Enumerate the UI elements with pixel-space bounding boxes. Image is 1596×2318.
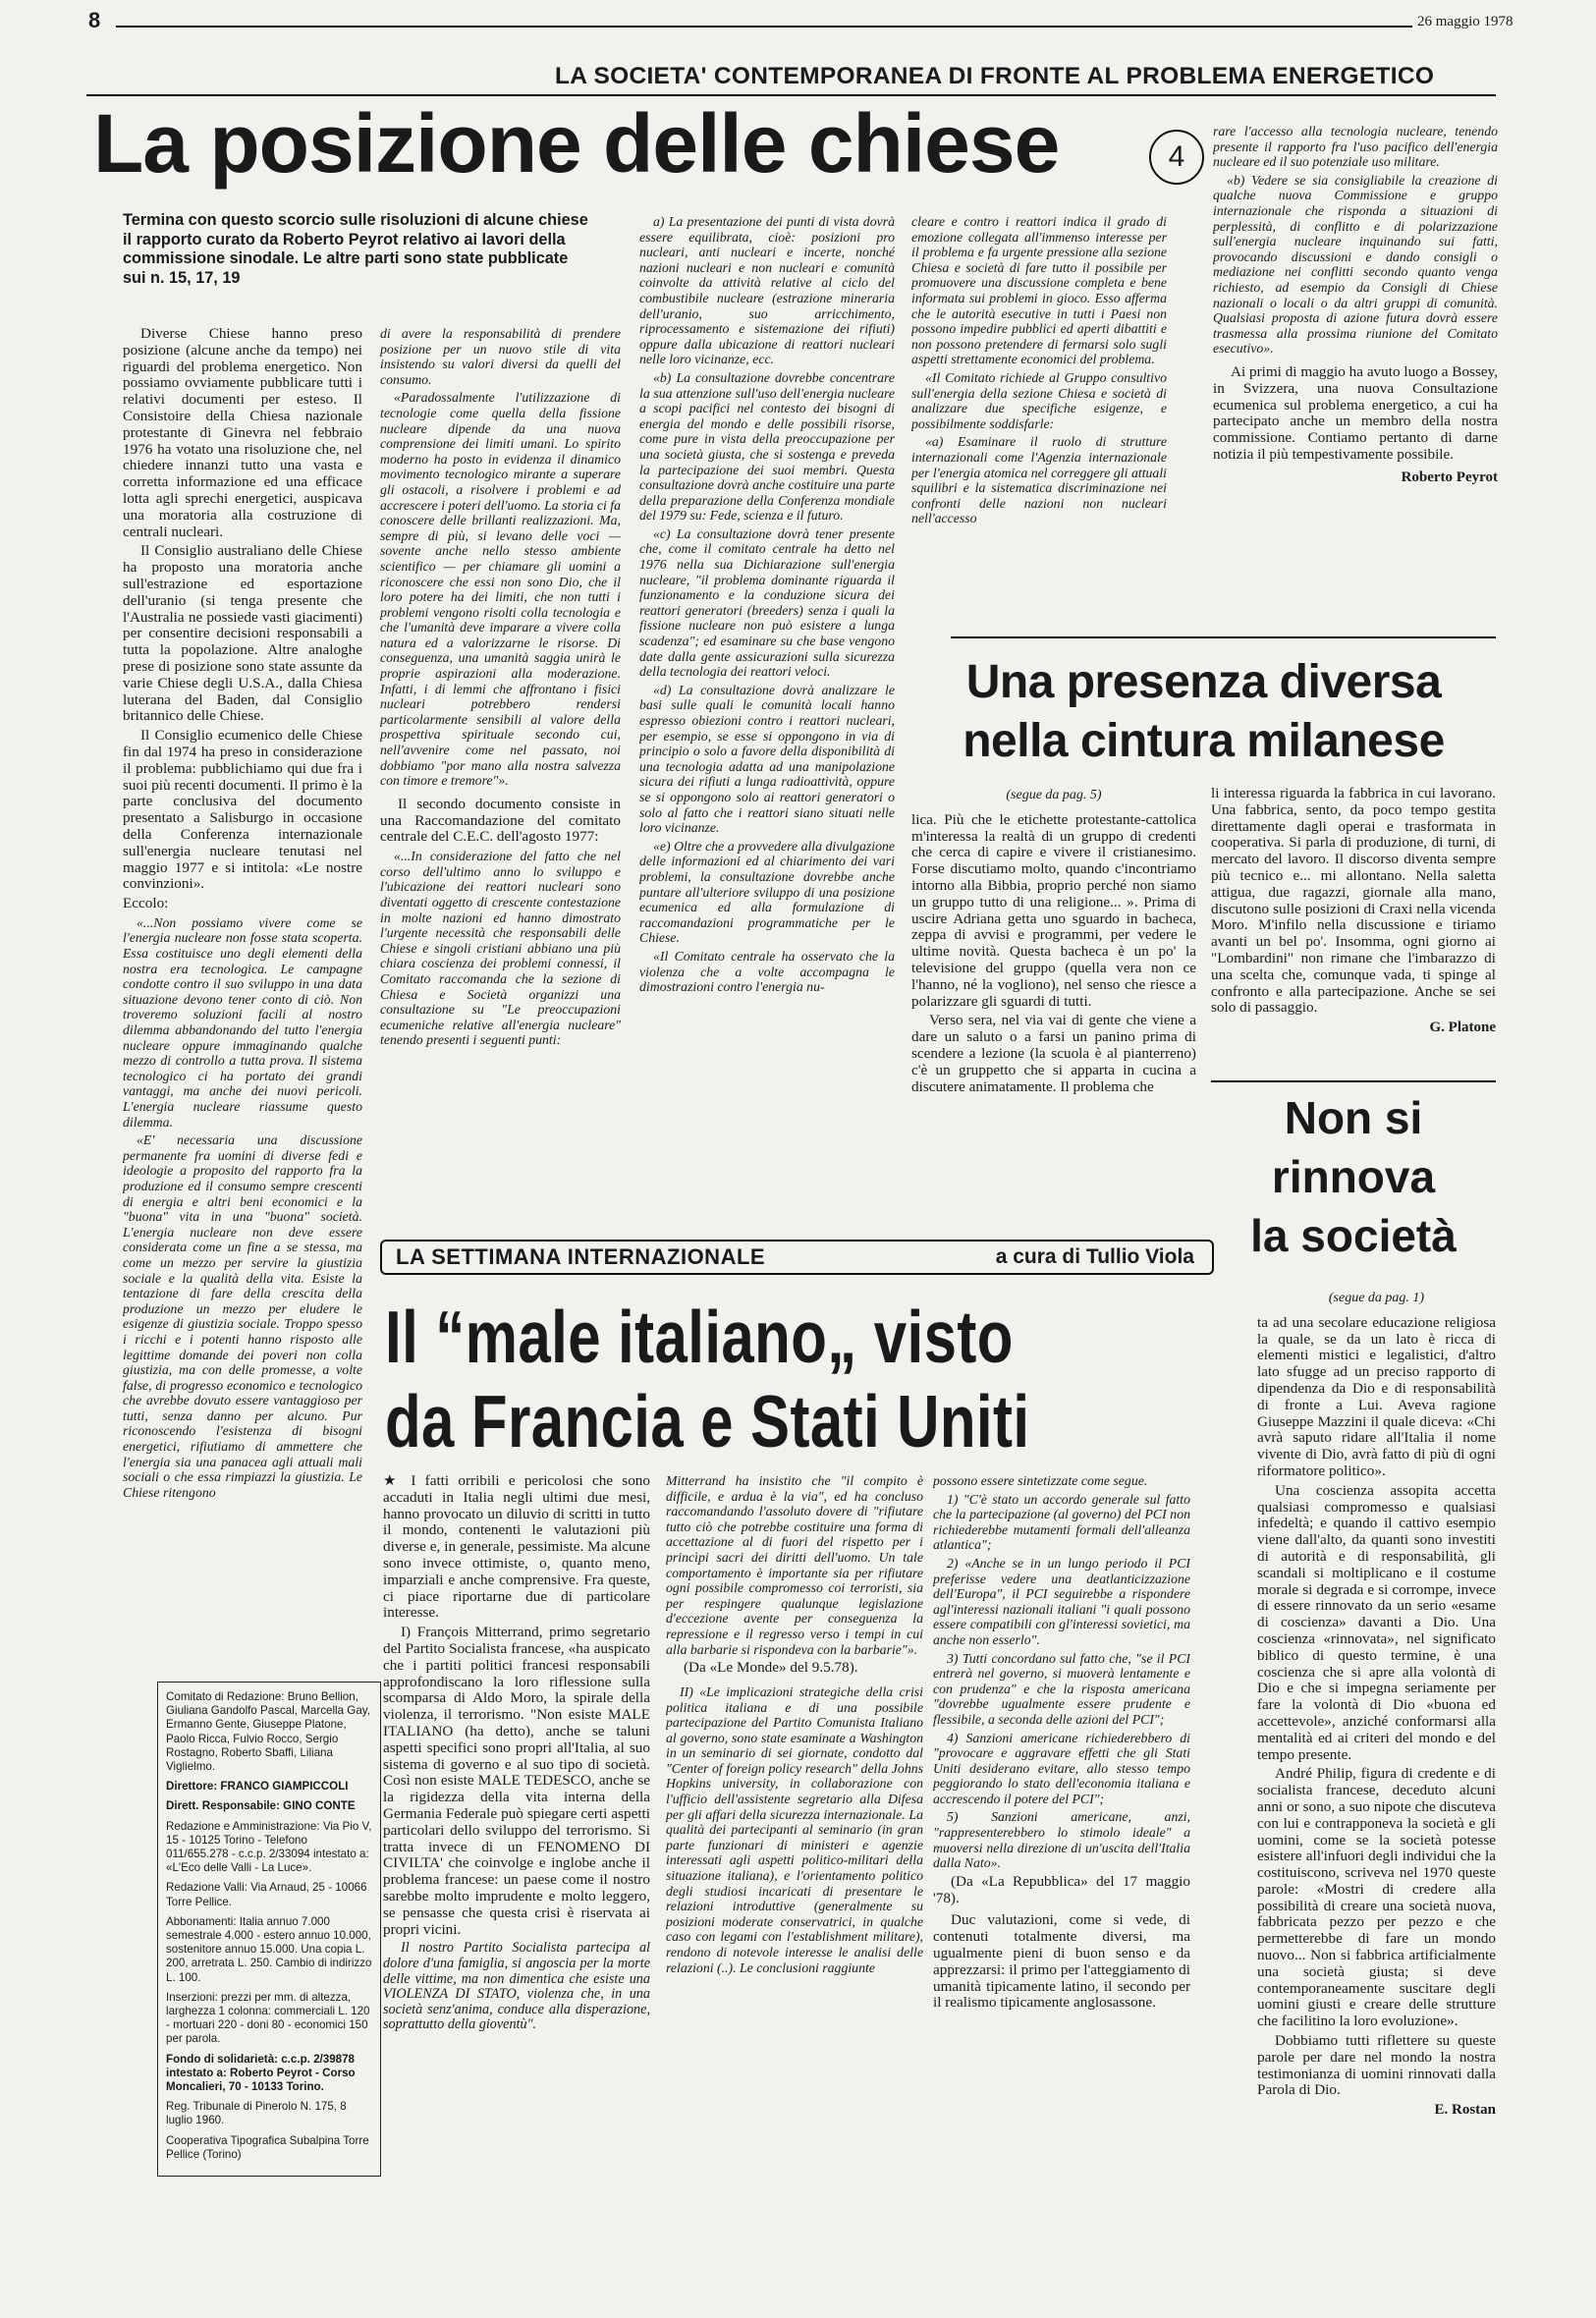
chiese-column-5 [1213,124,1498,615]
chiese-quote: «...In considerazione del fatto che nel corso dell'ultimo anno lo sviluppo e l'ubicazione dei reattori nucleari sono diventati oggetto di crescente contestazione in molte nazioni ed hanno dimostrato l'urgente necessità che responsabili delle Chiese e singoli cristiani abbiano una più chiara coscienza dei problemi connessi, il Comitato raccomanda che la sezione di Chiesa e Società organizzi una consultazione su "Le preoccupazioni ecumeniche relative all'energia nucleare" tenendo presenti i seguenti punti: [380,849,621,1048]
chiese-paragraph: Eccolo: [123,895,169,912]
presenza-column-2 [1211,786,1496,1110]
settimana-author: a cura di Tullio Viola [995,1245,1194,1268]
male-quote: 5) Sanzioni americane, anzi, "rappresenterebbero lo stimolo ideale" a muoversi nella direzione di un'uscita dell'Italia dalla Nato». [933,1809,1190,1871]
male-quote: 3) Tutti concordano sul fatto che, "se il PCI entrerà nel governo, si muoverà lentamente e con prudenza" e che la risposta americana "dovrebbe ugualmente essere prudente e flessibile, a seconda delle azioni del PCI"; [933,1650,1190,1727]
rinnova-title-line-2: rinnova [1271,1151,1436,1202]
colophon-valli: Redazione Valli: Via Arnaud, 25 - 10066 Torre Pellice. [166,1881,367,1908]
chiese-quote: «Paradossalmente l'utilizzazione di tecnologie come quella della fissione nucleare dipende da una nuova comprensione dei limiti umani. Lo spirito moderno ha posto in evidenza il dinamico movimento tecnologico mirante a superare gli ostacoli, a risolvere i problemi e ad accrescere i poteri dell'uomo. La storia ci fa conoscere delle brillanti realizzazioni. Ma, sempre di più, si levano delle voci — sovente anche nello stesso ambiente scientifico — per chiamare gli uomini a riconoscere che essi non sono Dio, che il loro potere ha dei limiti, che non tutti i problemi vengono risolti colla tecnologia e che l'umanità deve imparare a vivere colla natura ed a valorizzarne le risorse. Di conseguenza, una umanità saggia unirà le proprie aspirazioni alla moderazione. Infatti, i di lemmi che affrontano i fisici nucleari potrebbero rendersi particolarmente sensibili al valore della prospettiva spirituale secondo cui, nell'avvenire come nel passato, noi dobbiamo "por mano alla nostra salvezza con timore e tremore"». [380,390,621,789]
rinnova-paragraph: Dobbiamo tutti riflettere su queste parole per dare nel mondo la nostra testimonianza di uomini rinnovati dalla Parola di Dio. [1257,2032,1496,2099]
chiese-quote: «Il Comitato richiede al Gruppo consultivo sull'energia della sezione Chiesa e società di analizzare due specifiche esigenze, e possibilmente soddisfarle: [911,369,1167,431]
chiese-paragraph: Il secondo documento consiste in una Raccomandazione del comitato centrale del C.E.C. dell'agosto 1977: [380,795,621,846]
presenza-column-1 [911,784,1196,1245]
colophon-amministrazione: Redazione e Amministrazione: Via Pio V, 15 - 10125 Torino - Telefono 011/655.278 - c.c.p. 2/33094 intestato a: «L'Eco delle Valli - La Luce». [166,1819,372,1875]
male-quote: 2) «Anche se in un lungo periodo il PCI preferisse vedere una deatlanticizzazione dell'Europa", il PCI seguirebbe a rispondere agl'interessi nazionali italiani "i quali possono essere compatibili con gl'interessi sovietici, ma anche non esserlo". [933,1555,1190,1647]
rinnova-title [1211,1088,1496,1265]
chiese-quote: «...Non possiamo vivere come se l'energia nucleare non fosse stata scoperta. Essa costituisce uno degli elementi della nostra era tecnologica. Le campagne condotte contro il suo sviluppo in una data situazione devono tener conto di ciò. Non troveremo soluzioni facili al nostro dilemma abbandonando del tutto l'energia nucleare oppure immaginando qualche mezzo di controllo a tutta prova. Il sistema tecnologico ci ha portato dei grandi vantaggi, ma anche dei nuovi pericoli. L'energia nucleare riassume questo dilemma. [123,914,362,1130]
colophon-direttore: Direttore: FRANCO GIAMPICCOLI [166,1780,349,1794]
presenza-signature: G. Platone [1429,1020,1496,1036]
presenza-title [911,653,1496,771]
chiese-quote: «E' necessaria una discussione permanente fra uomini di diverse fedi e ideologie a proposito del rapporto fra la produzione ed il consumo sempre crescenti di energia e altri beni economici e la "buona" vita in una "buona" società. L'energia nucleare non deve essere considerata come un fine a se stessa, ma come un mezzo per servire la giustizia sociale e la qualità della vita. Esiste la tentazione di fare della crescita della produzione un mezzo per eludere le esigenze di giustizia sociale. Troppo spesso i ricchi e i potenti hanno risposto alle legittime domande dei poveri non colla giustizia, ma con delle promesse, a volte false, di progresso economico e tecnologico che avrebbe dovuto essere vantaggioso per tutti, senza danno per alcuno. Pur riconoscendo l'esistenza di bisogni energetici, rifiutiamo di ammettere che l'energia sia una panacea agli attuali mali sociali o che essa rimpiazzi la giustizia. Le Chiese ritengono [123,1132,362,1500]
intro-text: Termina con questo scorcio sulle risoluzioni di alcune chiese il rapporto curato da Roberto Peyrot relativo ai lavori della commissione sinodale. Le altre parti sono state pubblicate sui n. 15, 17, 19 [123,211,588,287]
chiese-column-1 [123,326,362,1667]
rinnova-paragraph: ta ad una secolare educazione religiosa la quale, se da un lato è ricca di elementi mistici e legalistici, d'altro lato sfugge ad un preciso rapporto di dipendenza da Dio e di responsabilità di fronte a Lui. Aveva ragione Giuseppe Mazzini il quale diceva: «Chi avrà saputo ridare all'Italia il nome vivente di Dio, avrà fatto di più di ogni riformatore politico». [1257,1313,1496,1479]
rinnova-paragraph: André Philip, figura di credente e di socialista francese, deceduto alcuni anni or sono, a suo nipote che discuteva con lui e contrapponeva la società e gli uomini, come se la società potesse esistere all'infuori degli individui che la costituiscono, scriveva nel 1970 queste parole: «Mostri di credere alla possibilità di creare una società nuova, fabbricata pezzo per pezzo e che permetterebbe di fare un mondo nuovo... Non si fabbrica artificialmente una società giusta; si deve contemporaneamente suscitare degli uomini giusti e creare delle strutture che facilitino la loro evoluzione». [1257,1765,1496,2030]
colophon-tribunale: Reg. Tribunale di Pinerolo N. 175, 8 luglio 1960. [166,2100,347,2127]
part-number-badge [1149,130,1204,185]
presenza-paragraph: lica. Più che le etichette protestante-cattolica m'interessa la realtà di un gruppo di credenti che cerca di capire e vivere il cristianesimo. Forse discutiamo molto, quando c'incontriamo intorno alla Bibbia, proprio perché non siamo un gruppo tutto di una religione... ». Prima di uscire Adriana getta uno sguardo in bacheca, zeppa di avvisi e programmi, per vedere le ultime novità. Questa bacheca è un po' la televisione del gruppo (quella vera non ce l'hanno, né la vogliono), nel senso che riesce a polarizzare gli sguardi di tutti. [911,810,1196,1010]
rinnova-paragraph: Una coscienza assopita accetta qualsiasi compromesso e qualsiasi infedeltà; e quando il cattivo esempio viene dall'alto, da quanti sono investiti di autorità e di responsabilità, gli scandali si moltiplicano e il costume morale si degrada e si corrompe, invece di essere rinnovato da un serio «esame di coscienza» davanti a Dio. Una coscienza «rinnovata», nel significato biblico di questo termine, è una coscienza che si apre alla volontà di Dio e che si impegna seriamente per fare la volontà di Dio «buona ed accettevole», anziché conformarsi alla mentalità ed ai criteri del mondo e del tempo presente. [1257,1481,1496,1763]
male-paragraph: Duc valutazioni, come si vede, di contenuti totalmente diversi, ma ugualmente pieni di buon senso e da apprezzarsi: il primo per l'atteggiamento di umanità tipicamente latino, il secondo per il realismo tipicamente anglosassone. [933,1911,1190,2012]
chiese-column-3 [639,214,895,1236]
chiese-column-4 [911,214,1167,619]
chiese-quote: «Il Comitato centrale ha osservato che la violenza che a volte accompagna le dimostrazioni contro l'energia nu- [639,948,895,995]
presenza-segue: (segue da pag. 5) [1006,788,1102,802]
rinnova-column [1257,1287,1496,2308]
presenza-rule [951,636,1496,638]
settimana-label: LA SETTIMANA INTERNAZIONALE [396,1244,766,1269]
male-quote: 1) "C'è stato un accordo generale sul fatto che la partecipazione (al governo) del PCI non richiederebbe mutamenti formali dell'alleanza atlantica"; [933,1491,1190,1553]
chiese-quote: cleare e contro i reattori indica il grado di emozione collegata all'immenso interesse per il problema e fa urgente pressione alla sezione Chiesa e società di fare tutto il possibile per promuovere una discussione completa e bene informata sui problemi in gioco. Esso afferma che le autorità esecutive in tutti i Paesi non possono impedire pubblici ed aperti dibattiti e non possono pretendere di fermarsi solo sugli aspetti strettamente economici del problema. [911,214,1167,367]
chiese-quote: «c) La consultazione dovrà tener presente che, come il comitato centrale ha detto nel 1976 nella sua Dichiarazione sull'energia nucleare, "il problema dominante riguarda il funzionamento e la conduzione sicura dei reattori generatori (breeders) senza i quali la fissione nucleare non può esistere a lunga scadenza"; ed esaminare su che base vengono date dalla gente assicurazioni sulla sicurezza della tecnologia dei reattori veloci. [639,525,895,680]
presenza-title-line-2: nella cintura milanese [963,715,1445,767]
presenza-title-line-1: Una presenza diversa [965,656,1442,708]
male-quote: possono essere sintetizzate come segue. [933,1473,1148,1488]
chiese-paragraph: Il Consiglio australiano delle Chiese ha proposto una moratoria anche sull'estrazione ed esportazione dell'uranio (si tenga presente che l'Australia ne possiede vasti giacimenti) per consentire decisioni responsabili a tutta la popolazione. Altre analoghe prese di posizione sono state assunte da varie Chiese degli U.S.A., dalla Chiesa luterana del Baden, dal Consiglio britannico delle Chiese. [123,542,362,725]
colophon-inserzioni: Inserzioni: prezzi per mm. di altezza, larghezza 1 colonna: commerciali L. 120 - mortuari 220 - doni 80 - economici 150 per parola. [166,1990,370,2046]
presenza-paragraph: Verso sera, nel via vai di gente che viene a dare un saluto o a farsi un panino prima di scendere a lezione (la scuola è al pianterreno) c'è un gruppetto che si apparta in cucina a discutere animatamente. Il problema che [911,1012,1196,1095]
section-title: LA SOCIETA' CONTEMPORANEA DI FRONTE AL PROBLEMA ENERGETICO [555,63,1435,89]
male-source: (Da «Le Monde» del 9.5.78). [684,1659,858,1677]
part-number: 4 [1168,140,1185,173]
issue-date: 26 maggio 1978 [1417,14,1513,29]
chiese-column-2 [380,326,621,1240]
page-number: 8 [88,8,101,32]
rinnova-title-line-3: la società [1250,1210,1457,1261]
rinnova-segue: (segue da pag. 1) [1328,1291,1425,1305]
male-quote: Mitterrand ha insistito che "il compito è difficile, e ardua è la via", ed ha concluso raccomandando l'assoluto dovere di "rifiutare tutto ciò che potrebbe costituire una forma di accettazione al di fuori del rispetto per i princìpi sacri dei diritti dell'uomo. Un tale comportamento è importante sia per rifiutare ogni possibile compromesso coi terroristi, sia per respingere qualunque legislazione d'eccezione avente per conseguenza la repressione e il regresso verso i tempi in cui alla barbarie si rispondeva con la barbarie"». [666,1473,923,1657]
rinnova-title-line-1: Non si [1284,1092,1423,1143]
chiese-quote: «e) Oltre che a provvedere alla divulgazione delle informazioni ed al chiarimento dei vari problemi, la consultazione dovrebbe anche puntare all'ulteriore sviluppo di una posizione ecumenica ed alla formulazione di raccomandazioni programmatiche per le Chiese. [639,838,895,946]
colophon-abbonamenti: Abbonamenti: Italia annuo 7.000 semestrale 4.000 - estero annuo 10.000, sostenitore annuo 15.000. Una copia L. 200, arretrata L. 250. Cambio di indirizzo L. 100. [166,1914,372,1984]
male-quote: II) «Le implicazioni strategiche della crisi politica italiana e di una possibile partecipazione del Partito Comunista Italiano al governo, sono state esaminate a Washington in un seminario di sei giornate, condotto dal "Center of foreign policy research" della Johns Hopkins university, in collaborazione con l'ufficio dell'assistente segretario alla Difesa per gli affari della sicurezza internazionale. La qualità dei partecipanti al seminario (in gran parte funzionari di ministeri e agenzie interessati agli aspetti politico-militari della situazione italiana), e l'orientamento politico degli studiosi incaricati di presentare le relazioni introduttive (generalmente su posizioni moderate conservatrici, in qualche caso con legami con l'establishment militare), rendono di notevole interesse le analisi delle relazioni (..). Le conclusioni raggiunte [666,1683,923,1975]
colophon-box [157,1682,381,2177]
male-quote: 4) Sanzioni americane richiederebbero di "provocare e aggravare effetti che gli Stati Uniti desiderano evitare, allo stesso tempo peggiorando lo stato dell'economia italiana e accrescendo il potere del PCI"; [933,1730,1190,1806]
male-column-1 [383,1473,650,2308]
male-column-3 [933,1473,1190,2308]
male-paragraph: ★ I fatti orribili e pericolosi che sono accaduti in Italia negli ultimi due mesi, hanno provocato un diluvio di scritti in tutto il mondo, contenenti le valutazioni più diverse e, in generale, pessimiste. Ma alcune sono invece ottimiste, o, quanto meno, imparziali e anche comprensive. Fra queste, ci piace riportarne due di particolare interesse. [383,1473,650,1622]
male-title-line-1: Il “male italiano„ visto [385,1296,1014,1378]
chiese-paragraph: Ai primi di maggio ha avuto luogo a Bossey, in Svizzera, una nuova Consultazione ecumenica sul problema energetico, a cui ha partecipato anche un membro della nostra commissione. Contiamo pertanto di darne notizia il più tempestivamente possibile. [1213,362,1498,463]
chiese-signature: Roberto Peyrot [1401,469,1498,485]
presenza-paragraph: li interessa riguarda la fabbrica in cui lavorano. Una fabbrica, sento, da poco tempo gestita direttamente dagli operai e trasformata in cooperativa. Si parla di produzione, di turni, di mercato del lavoro. Il discorso diventa sempre più tecnico e... mi allontano. Nella saletta attigua, due ragazzi, giornale alla mano, discutono sulle posizioni di Craxi nella vicenda Moro. M'infilo nella discussione e tiriamo avanti un bel po'. Insomma, ogni giorno ai "Lombardini" non rimane che l'imbarazzo di una scelta che, comunque vada, ti spinge al confronto e alla partecipazione. Anche se sei solo di passaggio. [1211,786,1496,1017]
rinnova-signature: E. Rostan [1434,2102,1496,2119]
male-paragraph: I) François Mitterrand, primo segretario del Partito Socialista francese, «ha auspicato che i partiti politici francesi responsabili approfondiscano la loro riflessione sulla scomparsa di Aldo Moro, la spirale della violenza, il terrorismo. "Non esiste MALE ITALIANO (ha detto), anche se taluni aspetti specifici sono propri all'Italia, al suo sistema di governo e al suo tipo di società. Così non esiste MALE TEDESCO, anche se la rigidezza della vita interna della Germania Federale può spiegare certi aspetti particolari dello sviluppo del terrorismo. Si tratta invece di un FENOMENO DI CIVILTA' che coinvolge e inglobe anche il problema francese: un paese come il nostro sarebbe molto imprudente e molto leggero, se pensasse che questa crisi è riservata ai propri vicini. [383,1624,650,1938]
rinnova-rule [1211,1080,1496,1082]
male-column-2 [666,1473,923,2308]
male-paragraph: Il nostro Partito Socialista partecipa al dolore d'una famiglia, si angoscia per la morte delle vittime, ma non dimentica che esiste una VIOLENZA DI STATO, violenza che, in una società senz'anima, conduce alla disperazione, soprattutto della gioventù". [383,1940,650,2033]
male-title-line-2: da Francia e Stati Uniti [385,1380,1030,1463]
chiese-quote: rare l'accesso alla tecnologia nucleare, tenendo presente il rapporto fra l'uso pacifico dell'energia nucleare ed il suo potenziale uso militare. [1213,124,1498,170]
chiese-quote: «d) La consultazione dovrà analizzare le basi sulle quali le comunità locali hanno espresso obiezioni contro i reattori nucleari, per esempio, se esse si oppongono in via di principio o solo a favore della disponibilità di una tecnologia adatta ad una manipolazione sicura dei rifiuti a lunga radioattività, oppure se si oppongono solo ai reattori generatori o solo al fatto che i reattori siano situati nelle loro vicinanze. [639,682,895,836]
colophon-redazione: Comitato di Redazione: Bruno Bellion, Giuliana Gandolfo Pascal, Marcella Gay, Ermanno Gente, Giuseppe Platone, Paolo Ricca, Fulvio Rocco, Sergio Rostagno, Roberto Sbaffi, Liliana Viglielmo. [166,1690,370,1774]
colophon-tipografia: Cooperativa Tipografica Subalpina Torre Pellice (Torino) [166,2133,369,2161]
colophon-responsabile: Dirett. Responsabile: GINO CONTE [166,1799,356,1813]
chiese-quote: a) La presentazione dei punti di vista dovrà essere equilibrata, cioè: posizioni pro nucleari, anti nucleari e incerte, nonché nazioni nucleari e non nucleari e comunità coinvolte da attività relative al ciclo del combustibile nucleare (estrazione mineraria dell'uranio, suo arricchimento, riprocessamento e sistemazione dei rifiuti) oppure dalla ubicazione di reattori nucleari nelle loro vicinanze, ecc. [639,214,895,367]
chiese-quote: «b) La consultazione dovrebbe concentrare la sua attenzione sull'uso dell'energia nucleare a scopi pacifici nel contesto dei bisogni di energia del mondo e delle possibili risorse, come pure in vista della preoccupazione per una società giusta, che si sostenga e preveda la partecipazione dei suoi membri. Questa consultazione dovrà anche costituire una parte della preparazione della Conferenza mondiale del 1979 su: Fede, scienza e il futuro. [639,369,895,524]
chiese-paragraph: Diverse Chiese hanno preso posizione (alcune anche da tempo) nei riguardi del problema energetico. Non possiamo ovviamente pubblicare tutti i relativi documenti per esteso. Il Consistoire della Chiesa nazionale protestante di Ginevra nel febbraio 1976 ha votato una risoluzione che, nel chiedere innanzi tutto una vasta e corretta informazione ed una efficace lotta agli sprechi energetici, auspicava una moratoria alla costruzione di centrali nucleari. [123,326,362,540]
chiese-paragraph: Il Consiglio ecumenico delle Chiese fin dal 1974 ha preso in considerazione il problema: pubblichiamo qui due fra i suoi più recenti documenti. Il primo è la parte conclusiva del documento presentato a Salisburgo in occasione della Conferenza internazionale sull'energia nucleare tenutasi nel maggio 1977 e si intitola: «Le nostre convinzioni». [123,727,362,893]
male-title [385,1295,1053,1463]
chiese-quote: di avere la responsabilità di prendere posizione per un nuovo stile di vita insistendo su valori diversi da quelli del consumo. [380,326,621,387]
colophon-solidarieta: Fondo di solidarietà: c.c.p. 2/39878 intestato a: Roberto Peyrot - Corso Moncalieri, 70 - 10133 Torino. [166,2052,356,2094]
male-source: (Da «La Repubblica» del 17 maggio '78). [933,1872,1190,1906]
settimana-banner [380,1240,1214,1275]
chiese-quote: «a) Esaminare il ruolo di strutture internazionali come l'Agenzia internazionale per l'energia atomica nel correggere gli attuali squilibri e la sistematica discriminazione nei confronti delle nazioni non nucleari nell'accesso [911,434,1167,526]
header-rule [116,26,1412,28]
chiese-quote: «b) Vedere se sia consigliabile la creazione di qualche nuova Commissione e gruppo internazionale che risponda a situazioni di perplessità, di conflitto e di polarizzazione sull'energia nucleare inquinando sui fatti, provocando discussioni e dando consigli o mediazione nei conflitti secondo quanto venga richiesto, ad esempio da Consigli di Chiese nazionali o locali o da altri gruppi di comunità. Qualsiasi proposta di azione futura dovrà essere trasmessa alla prossima riunione del Comitato esecutivo». [1213,172,1498,357]
main-title: La posizione delle chiese [93,97,1060,190]
